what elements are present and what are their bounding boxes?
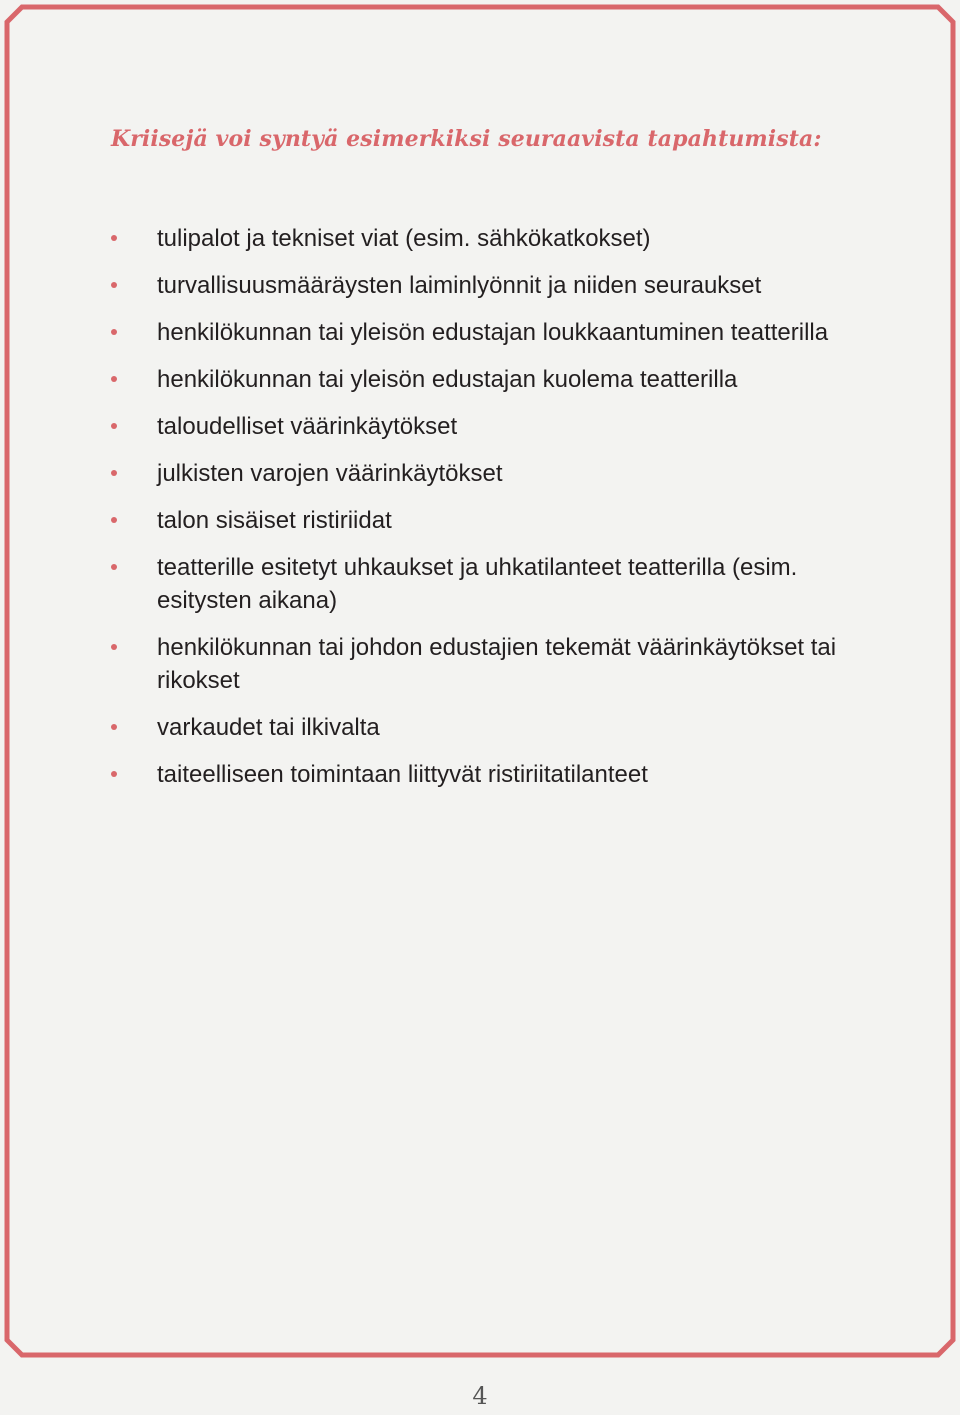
list-item-text: henkilökunnan tai johdon edustajien tekemät väärinkäytökset tai rikokset — [157, 634, 837, 694]
crisis-examples-list — [110, 222, 870, 805]
list-item — [110, 711, 870, 744]
list-item-text: talon sisäiset ristiriidat — [157, 507, 392, 534]
list-item-text: taiteelliseen toimintaan liittyvät ristiriitatilanteet — [157, 761, 648, 788]
list-item-text: teatterille esitetyt uhkaukset ja uhkatilanteet teatterilla (esim. esitysten aikana) — [157, 554, 798, 614]
bullet-icon — [111, 564, 117, 570]
bullet-icon — [111, 517, 117, 523]
list-item — [110, 222, 870, 255]
list-item — [110, 363, 870, 396]
bullet-icon — [111, 771, 117, 777]
list-item — [110, 316, 870, 349]
bullet-icon — [111, 470, 117, 476]
page-number: 4 — [472, 1382, 488, 1410]
list-item-text: turvallisuusmääräysten laiminlyönnit ja niiden seuraukset — [157, 272, 762, 299]
list-item-text: julkisten varojen väärinkäytökset — [157, 460, 503, 487]
list-item — [110, 758, 870, 791]
bullet-icon — [111, 235, 117, 241]
bullet-icon — [111, 329, 117, 335]
list-item — [110, 269, 870, 302]
section-heading: Kriisejä voi syntyä esimerkiksi seuraavista tapahtumista: — [111, 126, 822, 152]
list-item-text: henkilökunnan tai yleisön edustajan kuolema teatterilla — [157, 366, 738, 393]
list-item — [110, 551, 870, 617]
list-item-text: taloudelliset väärinkäytökset — [157, 413, 458, 440]
bullet-icon — [111, 644, 117, 650]
list-item — [110, 457, 870, 490]
bullet-icon — [111, 376, 117, 382]
list-item-text: tulipalot ja tekniset viat (esim. sähkökatkokset) — [157, 225, 651, 252]
list-item-text: henkilökunnan tai yleisön edustajan loukkaantuminen teatterilla — [157, 319, 829, 346]
list-item-text: varkaudet tai ilkivalta — [157, 714, 380, 741]
list-item — [110, 410, 870, 443]
list-item — [110, 504, 870, 537]
bullet-icon — [111, 423, 117, 429]
list-item — [110, 631, 870, 697]
bullet-icon — [111, 724, 117, 730]
bullet-icon — [111, 282, 117, 288]
